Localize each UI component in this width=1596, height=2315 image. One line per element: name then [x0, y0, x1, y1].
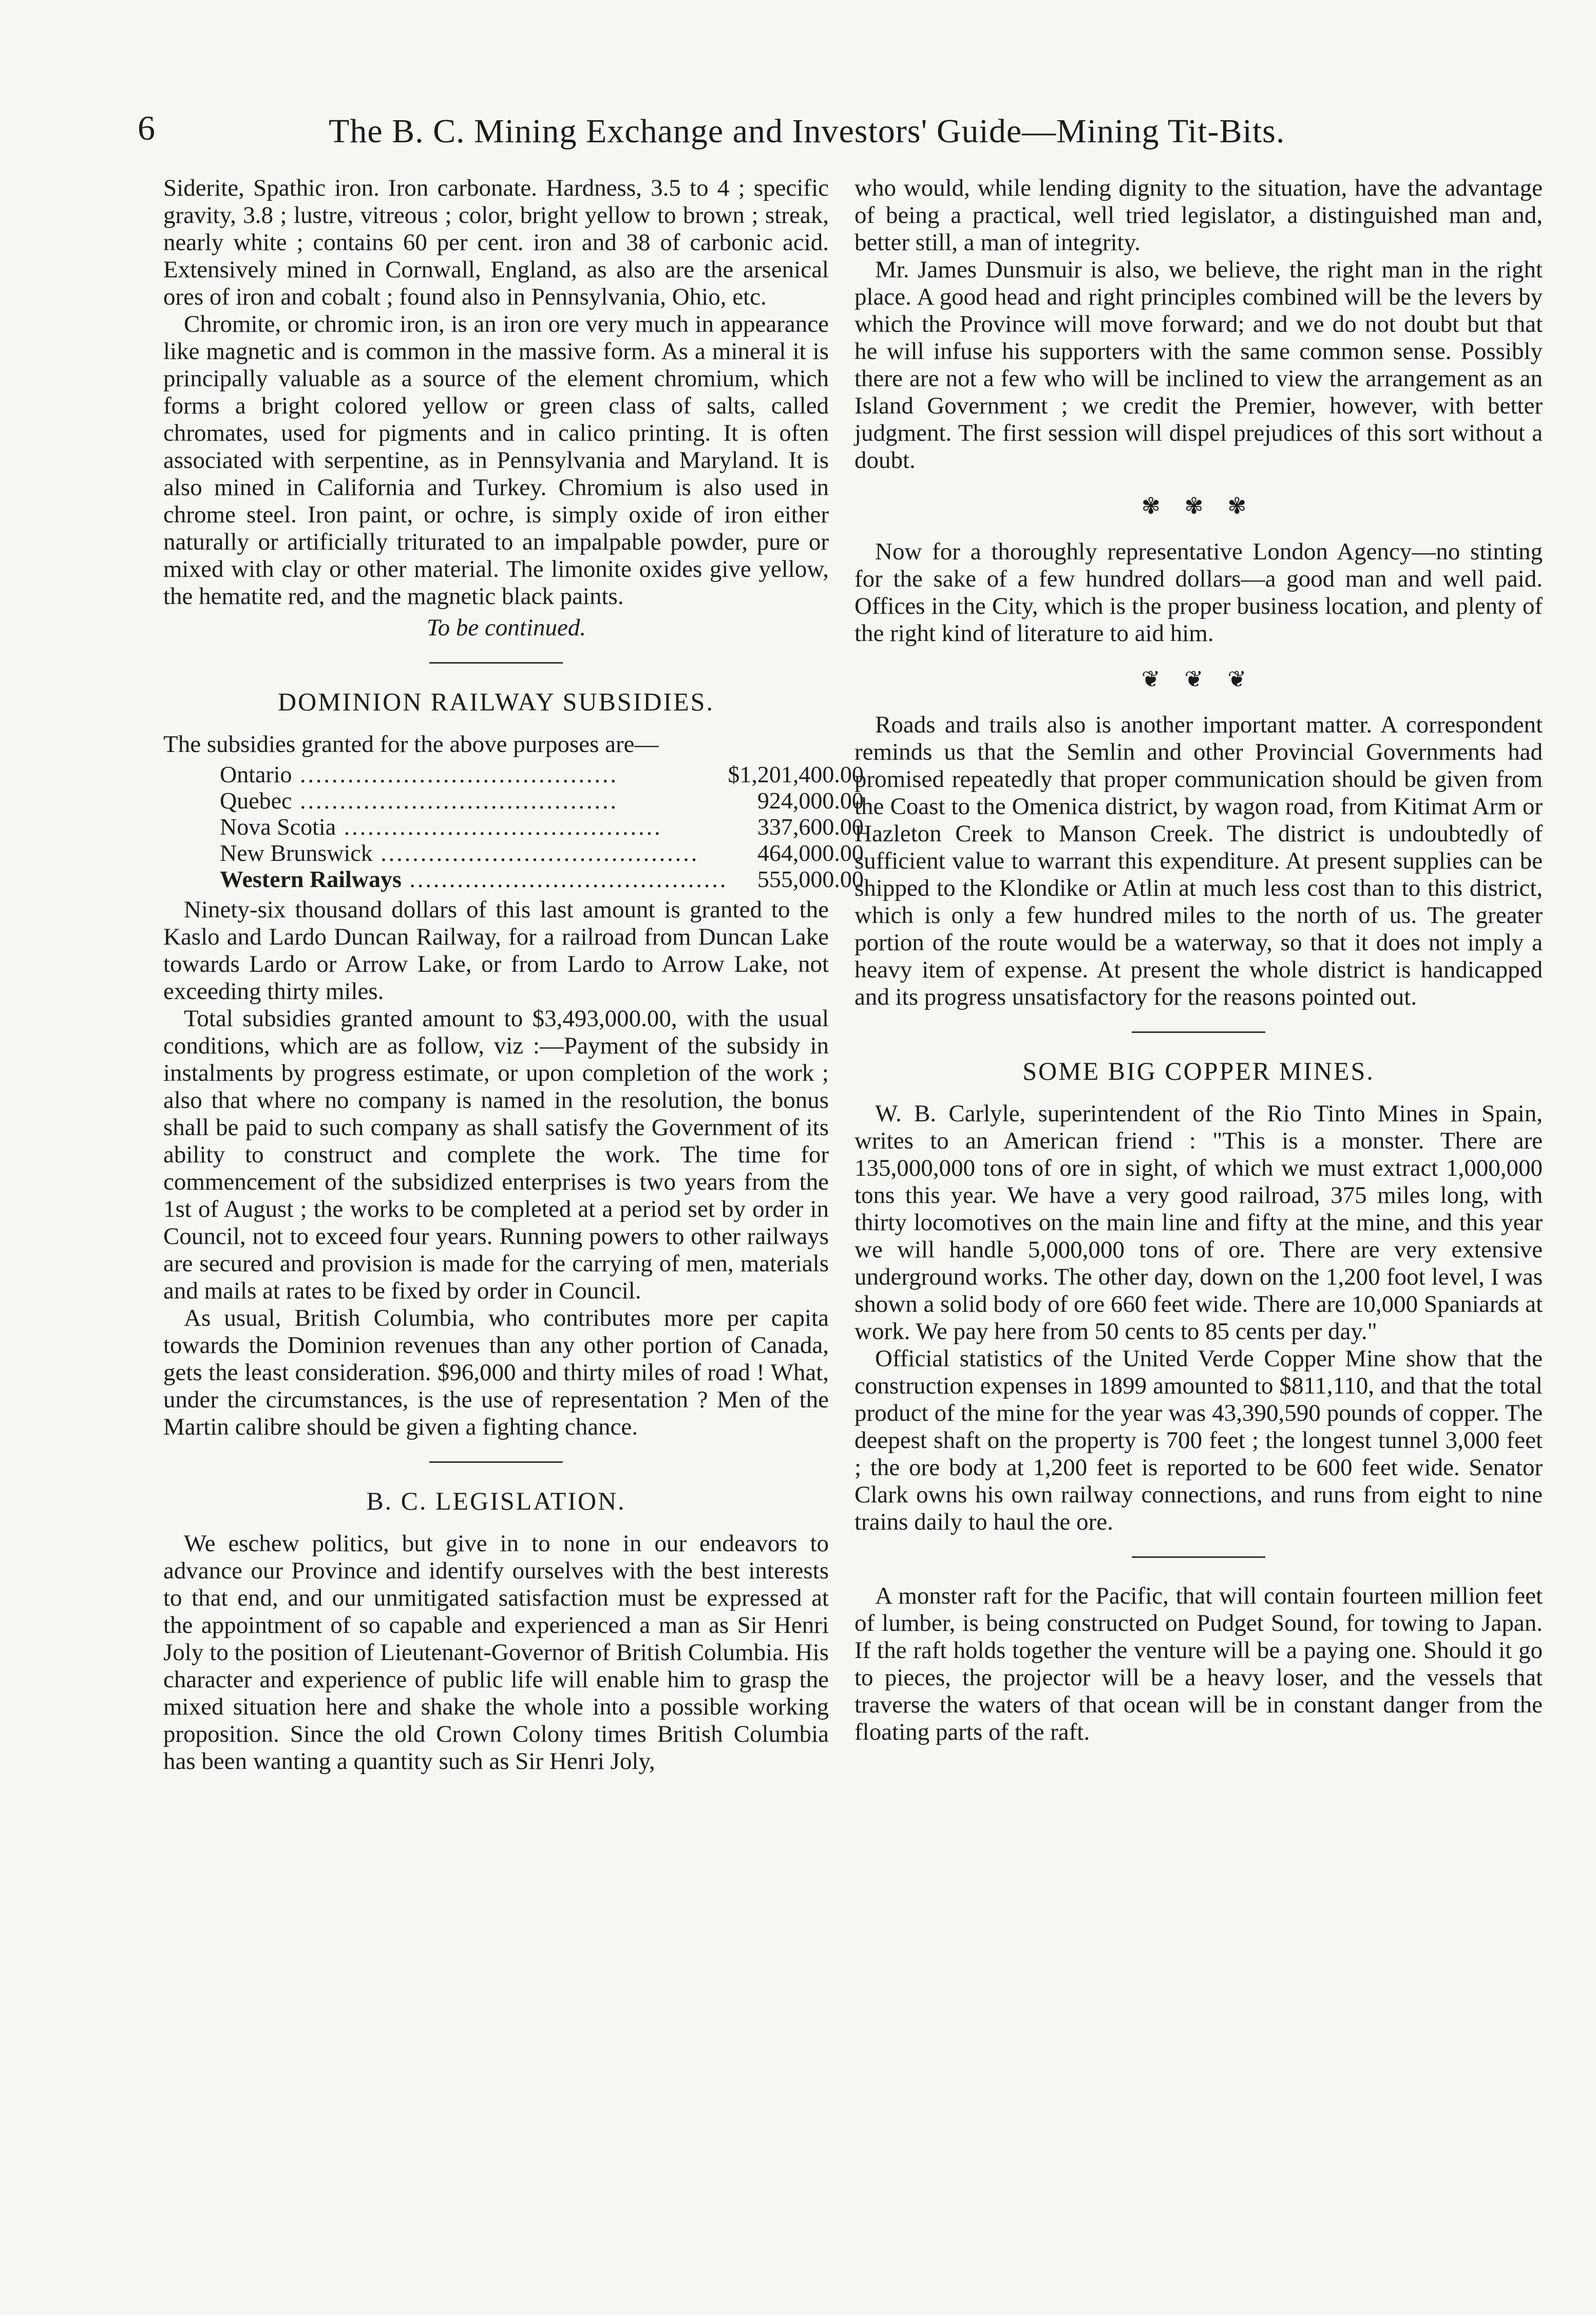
leader-dots: ........................................ — [292, 761, 619, 787]
subsidies-table — [220, 761, 864, 892]
page-number: 6 — [138, 108, 155, 147]
subsidy-amount: 555,000.00 — [757, 866, 864, 892]
to-be-continued: To be continued. — [426, 614, 586, 641]
subsidy-amount: 337,600.00 — [757, 814, 864, 840]
subsidy-row — [220, 814, 864, 840]
subsidies-intro: The subsidies granted for the above purposes are— — [163, 731, 659, 758]
copper-mines-heading: SOME BIG COPPER MINES. — [1022, 1057, 1375, 1085]
railway-paragraph-3: As usual, British Columbia, who contributes more per capita towards the Dominion revenues than any other portion of Canada, gets the least consideration. $96,000 and thirty miles of road ! What, under the circumstances, is the use of representation ? Men of the Martin calibre should be given a fighting chance. — [163, 1305, 829, 1440]
running-title: The B. C. Mining Exchange and Investors' Guide—Mining Tit-Bits. — [329, 112, 1285, 150]
legislation-heading: B. C. LEGISLATION. — [366, 1486, 626, 1515]
right-column — [854, 175, 1543, 1746]
section-divider — [1132, 1556, 1265, 1558]
railway-subsidies-heading: DOMINION RAILWAY SUBSIDIES. — [278, 687, 714, 716]
subsidy-row — [220, 787, 864, 814]
railway-paragraph-2: Total subsidies granted amount to $3,493,000.00, with the usual conditions, which are as follow, viz :—Payment of the subsidy in instalments by progress estimate, or upon completion of the work ; also that where no company is named in the resolution, the bonus shall be paid to such company as shall satisfy the Government of its ability to construct and complete the work. The time for commencement of the subsidized enterprises is two years from the 1st of August ; the works to be completed at a period set by order in Council, not to exceed four years. Running powers to other railways are secured and provision is made for the carrying of men, materials and mails at rates to be fixed by order in Council. — [163, 1005, 829, 1304]
leader-dots: ........................................ — [336, 814, 662, 840]
copper-paragraph-1: W. B. Carlyle, superintendent of the Rio Tinto Mines in Spain, writes to an American friend : "This is a monster. There are 135,000,000 tons of ore in sight, of which we must extract 1,000,000 tons this year. We have a very good railroad, 375 miles long, with thirty locomotives on the main line and fifty at the mine, and this year we will handle 5,000,000 tons of ore. There are very extensive underground works. The other day, down on the 1,200 foot level, I was shown a solid body of ore 660 feet wide. There are 10,000 Spaniards at work. We pay here from 50 cents to 85 cents per day." — [854, 1100, 1543, 1345]
subsidy-amount: $1,201,400.00 — [728, 761, 864, 787]
legislation-continued-paragraph: who would, while lending dignity to the situation, have the advantage of being a practical, well tried legislator, a distinguished man and, better still, a man of integrity. — [854, 175, 1543, 256]
section-divider — [429, 1461, 563, 1463]
section-divider — [1132, 1031, 1265, 1033]
london-agency-paragraph: Now for a thoroughly representative London Agency—no stinting for the sake of a few hundred dollars—a good man and well paid. Offices in the City, which is the proper business location, and plenty of the right kind of literature to aid him. — [854, 538, 1543, 647]
dunsmuir-paragraph: Mr. James Dunsmuir is also, we believe, the right man in the right place. A good head and right principles combined will be the levers by which the Province will move forward; and we do not doubt but that he will infuse his supporters with the same common sense. Possibly there are not a few who will be inclined to view the arrangement as an Island Government ; we credit the Premier, however, with better judgment. The first session will dispel prejudices of this sort without a doubt. — [854, 256, 1543, 474]
roads-trails-paragraph: Roads and trails also is another important matter. A correspondent reminds us that the Semlin and other Provincial Governments had promised repeatedly that proper communication should be given from the Coast to the Omenica district, by wagon road, from Kitimat Arm or Hazleton Creek to Manson Creek. The district is undoubtedly of sufficient value to warrant this expenditure. At present supplies can be shipped to the Klondike or Atlin at much less cost than to this district, which is only a few hundred miles to the north of us. The greater portion of the route would be a waterway, so that it does not imply a heavy item of expense. At present the whole district is handicapped and its progress unsatisfactory for the reasons pointed out. — [854, 711, 1543, 1010]
legislation-paragraph-1: We eschew politics, but give in to none in our endeavors to advance our Province and identify ourselves with the best interests to that end, and our unmitigated satisfaction must be expressed at the appointment of so capable and experienced a man as Sir Henri Joly to the position of Lieutenant-Governor of British Columbia. His character and experience of public life will enable him to grasp the mixed situation here and shake the whole into a possible working proposition. Since the old Crown Colony times British Columbia has been wanting a quantity such as Sir Henri Joly, — [163, 1530, 829, 1775]
subsidy-amount: 464,000.00 — [757, 840, 864, 866]
subsidy-row — [220, 761, 864, 787]
leader-dots: ........................................ — [292, 787, 618, 814]
subsidy-province: Quebec — [220, 787, 292, 814]
railway-paragraph-1: Ninety-six thousand dollars of this last amount is granted to the Kaslo and Lardo Duncan Railway, for a railroad from Duncan Lake towards Lardo or Arrow Lake, or from Lardo to Arrow Lake, not exceeding thirty miles. — [163, 896, 829, 1005]
subsidy-province: Ontario — [220, 761, 292, 787]
leader-dots: ........................................ — [372, 840, 699, 866]
ornament-divider: ❦ ❦ ❦ — [1141, 667, 1256, 692]
chromite-paragraph: Chromite, or chromic iron, is an iron ore very much in appearance like magnetic and is common in the massive form. As a mineral it is principally valuable as a source of the element chromium, which forms a bright colored yellow or green class of salts, called chromates, used for pigments and in calico printing. It is often associated with serpentine, as in Pennsylvania and Maryland. It is also mined in California and Turkey. Chromium is also used in chrome steel. Iron paint, or ochre, is simply oxide of iron either naturally or artificially triturated to an impalpable powder, pure or mixed with clay or other material. The limonite oxides give yellow, the hematite red, and the magnetic black paints. — [163, 311, 829, 610]
ornament-divider: ✾ ✾ ✾ — [1141, 494, 1256, 519]
copper-paragraph-2: Official statistics of the United Verde Copper Mine show that the construction expenses in 1899 amounted to $811,110, and that the total product of the mine for the year was 43,390,590 pounds of copper. The deepest shaft on the property is 700 feet ; the longest tunnel 3,000 feet ; the ore body at 1,200 feet is reported to be 600 feet wide. Senator Clark owns his own railway connections, and runs from eight to nine trains daily to haul the ore. — [854, 1345, 1543, 1535]
subsidy-row — [220, 840, 864, 866]
left-column — [163, 175, 864, 1775]
raft-paragraph: A monster raft for the Pacific, that will contain fourteen million feet of lumber, is being constructed on Pudget Sound, for towing to Japan. If the raft holds together the venture will be a paying one. Should it go to pieces, the projector will be a heavy loser, and the vessels that traverse the waters of that ocean will be in constant danger from the floating parts of the raft. — [854, 1583, 1543, 1745]
subsidy-province: Nova Scotia — [220, 814, 336, 840]
subsidy-province: Western Railways — [220, 866, 402, 892]
siderite-paragraph: Siderite, Spathic iron. Iron carbonate. Hardness, 3.5 to 4 ; specific gravity, 3.8 ; lustre, vitreous ; color, bright yellow to brown ; streak, nearly white ; contains 60 per cent. iron and 38 of carbonic acid. Extensively mined in Cornwall, England, as also are the arsenical ores of iron and cobalt ; found also in Pennsylvania, Ohio, etc. — [163, 175, 829, 310]
section-divider — [429, 662, 563, 664]
subsidy-province: New Brunswick — [220, 840, 373, 866]
leader-dots: ........................................ — [401, 866, 728, 892]
subsidy-row — [220, 866, 864, 892]
subsidy-amount: 924,000.00 — [757, 787, 864, 814]
